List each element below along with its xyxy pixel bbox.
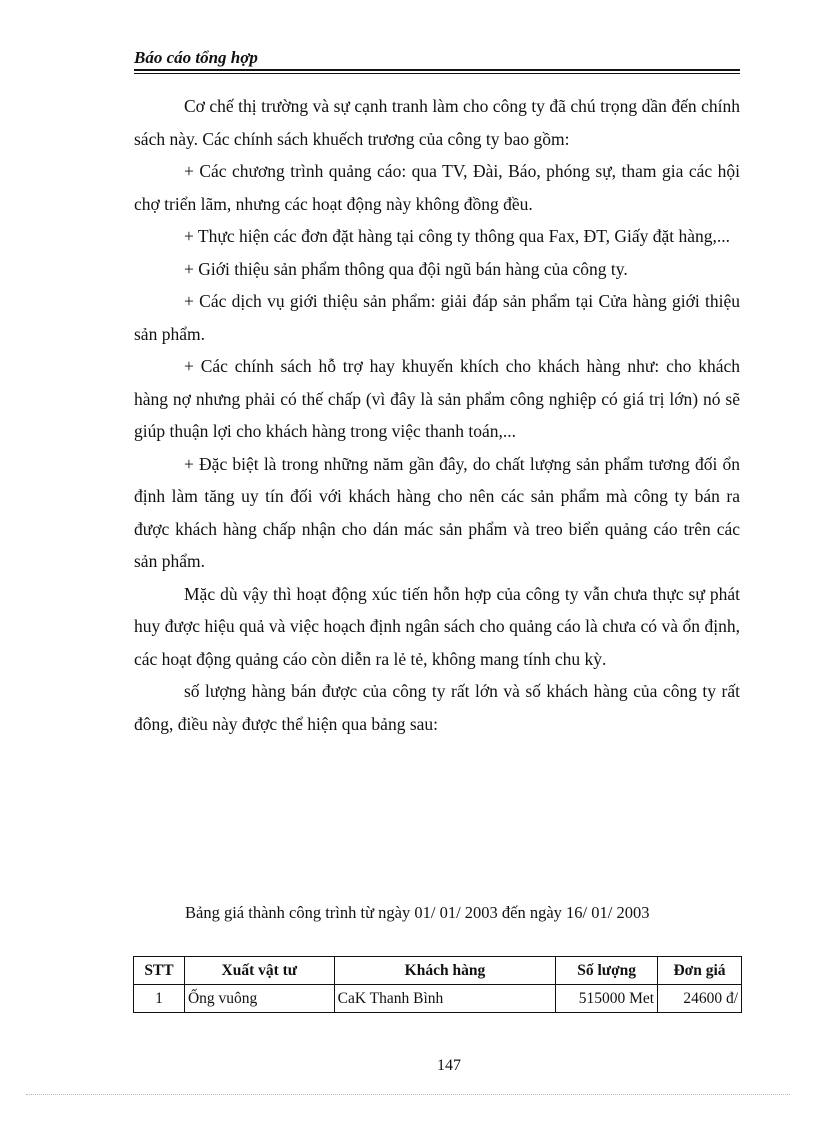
paragraph: + Các chương trình quảng cáo: qua TV, Đài, Báo, phóng sự, tham gia các hội chợ triển lãm, nhưng các hoạt động này không đồng đều.: [134, 161, 740, 214]
price-table: [133, 956, 742, 1013]
cell-quantity: 515000 Met: [556, 985, 658, 1013]
cell-stt: 1: [134, 985, 185, 1013]
header-stt: STT: [134, 957, 185, 985]
page-header-title: Báo cáo tổng hợp: [134, 48, 258, 67]
table-header-row: [134, 957, 742, 985]
paragraph: Mặc dù vậy thì hoạt động xúc tiến hỗn hợp của công ty vẫn chưa thực sự phát huy được hiệu quả và việc hoạch định ngân sách cho quảng cáo là chưa có và ổn định, các hoạt động quảng cáo còn diễn ra lẻ tẻ, không mang tính chu kỳ.: [134, 583, 740, 669]
header-rule-thick: [134, 69, 740, 71]
page-bottom-dotted-line: [26, 1094, 790, 1095]
cell-customer: CaK Thanh Bình: [334, 985, 556, 1013]
body-text: [134, 90, 740, 740]
table-caption: Bảng giá thành công trình từ ngày 01/ 01/ 2003 đến ngày 16/ 01/ 2003: [185, 903, 650, 922]
paragraph: số lượng hàng bán được của công ty rất lớn và số khách hàng của công ty rất đông, điều này được thể hiện qua bảng sau:: [134, 681, 740, 734]
page-number: 147: [437, 1057, 461, 1074]
header-rule-thin: [134, 73, 740, 74]
paragraph: Cơ chế thị trường và sự cạnh tranh làm cho công ty đã chú trọng dần đến chính sách này. Các chính sách khuếch trương của công ty bao gồm:: [134, 96, 740, 149]
header-unit-price: Đơn giá: [658, 957, 742, 985]
header-material: Xuất vật tư: [184, 957, 334, 985]
paragraph: + Thực hiện các đơn đặt hàng tại công ty thông qua Fax, ĐT, Giấy đặt hàng,...: [184, 226, 731, 246]
header-quantity: Số lượng: [556, 957, 658, 985]
cell-unit-price: 24600 đ/: [658, 985, 742, 1013]
paragraph: + Các chính sách hỗ trợ hay khuyến khích cho khách hàng như: cho khách hàng nợ nhưng phải có thế chấp (vì đây là sản phẩm công nghiệp có giá trị lớn) nó sẽ giúp thuận lợi cho khách hàng trong việc thanh toán,...: [134, 356, 740, 441]
paragraph: + Các dịch vụ giới thiệu sản phẩm: giải đáp sản phẩm tại Cửa hàng giới thiệu sản phẩm.: [134, 291, 740, 344]
header-customer: Khách hàng: [334, 957, 556, 985]
cell-material: Ống vuông: [184, 985, 334, 1013]
table-row: [134, 985, 742, 1013]
paragraph: + Đặc biệt là trong những năm gần đây, do chất lượng sản phẩm tương đối ổn định làm tăng uy tín đối với khách hàng cho nên các sản phẩm mà công ty bán ra được khách hàng chấp nhận cho dán mác sản phẩm và treo biển quảng cáo trên các sản phẩm.: [134, 453, 740, 571]
paragraph: + Giới thiệu sản phẩm thông qua đội ngũ bán hàng của công ty.: [184, 258, 628, 279]
